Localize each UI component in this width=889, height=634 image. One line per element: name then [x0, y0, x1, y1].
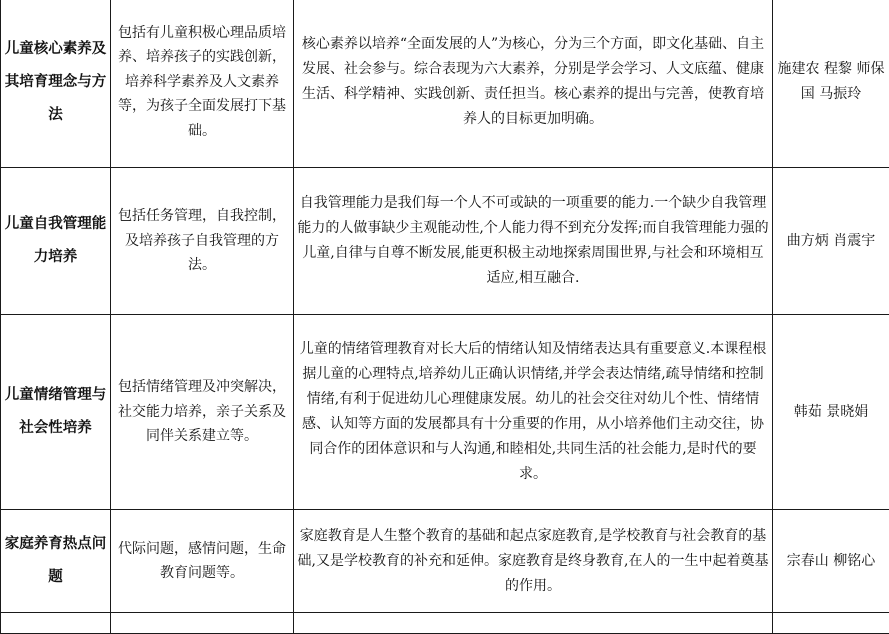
course-teachers-cell: [773, 168, 889, 315]
course-teachers: 韩茹 景晓娟: [776, 400, 886, 425]
table-row: [1, 168, 889, 315]
course-description-cell: [294, 168, 773, 315]
table-row-partial: [1, 613, 889, 634]
course-intro-cell: [111, 510, 294, 613]
course-title-cell: [1, 168, 111, 315]
course-description: 自我管理能力是我们每一个人不可或缺的一项重要的能力.一个缺少自我管理能力的人做事缺少主观能动性,个人能力得不到充分发挥;而自我管理能力强的儿童,自律与自尊不断发展,能更积极主动地探索周围世界,与社会和环境相互适应,相互融合.: [297, 191, 769, 291]
course-teachers: 曲方炳 肖震宇: [776, 229, 886, 254]
course-intro: 包括任务管理，自我控制，及培养孩子自我管理的方法。: [114, 204, 290, 278]
course-intro-cell: [111, 168, 294, 315]
course-description: 核心素养以培养“全面发展的人”为核心，分为三个方面，即文化基础、自主发展、社会参与。综合表现为六大素养，分别是学会学习、人文底蕴、健康生活、科学精神、实践创新、责任担当。核心素养的提出与完善，使教育培养人的目标更加明确。: [297, 32, 769, 132]
course-description-cell: [294, 510, 773, 613]
course-description: 家庭教育是人生整个教育的基础和起点家庭教育,是学校教育与社会教育的基础,又是学校教育的补充和延伸。家庭教育是终身教育,在人的一生中起着奠基的作用。: [297, 524, 769, 599]
course-title-cell: [1, 510, 111, 613]
course-intro: 代际问题，感情问题，生命教育问题等。: [114, 537, 290, 586]
empty-cell: [1, 613, 111, 634]
course-title: 儿童情绪管理与社会性培养: [4, 379, 107, 445]
course-description: 儿童的情绪管理教育对长大后的情绪认知及情绪表达具有重要意义.本课程根据儿童的心理特点,培养幼儿正确认识情绪,并学会表达情绪,疏导情绪和控制情绪,有利于促进幼儿心理健康发展。幼儿的社会交往对幼儿个性、情绪情感、认知等方面的发展都具有十分重要的作用，从小培养他们主动交往，协同合作的团体意识和与人沟通,和睦相处,共同生活的社会能力,是时代的要求。: [297, 337, 769, 487]
table-row: [1, 315, 889, 510]
course-teachers-cell: [773, 0, 889, 168]
course-intro: 包括情绪管理及冲突解决，社交能力培养，亲子关系及同伴关系建立等。: [114, 375, 290, 449]
course-teachers-cell: [773, 315, 889, 510]
course-description-cell: [294, 0, 773, 168]
course-intro-cell: [111, 0, 294, 168]
empty-cell: [294, 613, 773, 634]
course-title-cell: [1, 315, 111, 510]
table-row: [1, 510, 889, 613]
table-row: [1, 0, 889, 168]
course-title-cell: [1, 0, 111, 168]
empty-cell: [111, 613, 294, 634]
course-title: 儿童自我管理能力培养: [4, 208, 107, 274]
course-teachers: 宗春山 柳铭心: [776, 549, 886, 574]
course-title: 家庭养育热点问题: [4, 528, 107, 594]
course-title: 儿童核心素养及其培育理念与方法: [4, 33, 107, 132]
course-teachers: 施建农 程黎 师保国 马振玲: [776, 57, 886, 107]
course-intro: 包括有儿童积极心理品质培养、培养孩子的实践创新，培养科学素养及人文素养等，为孩子全面发展打下基础。: [114, 21, 290, 144]
empty-cell: [773, 613, 889, 634]
course-description-cell: [294, 315, 773, 510]
course-teachers-cell: [773, 510, 889, 613]
course-intro-cell: [111, 315, 294, 510]
